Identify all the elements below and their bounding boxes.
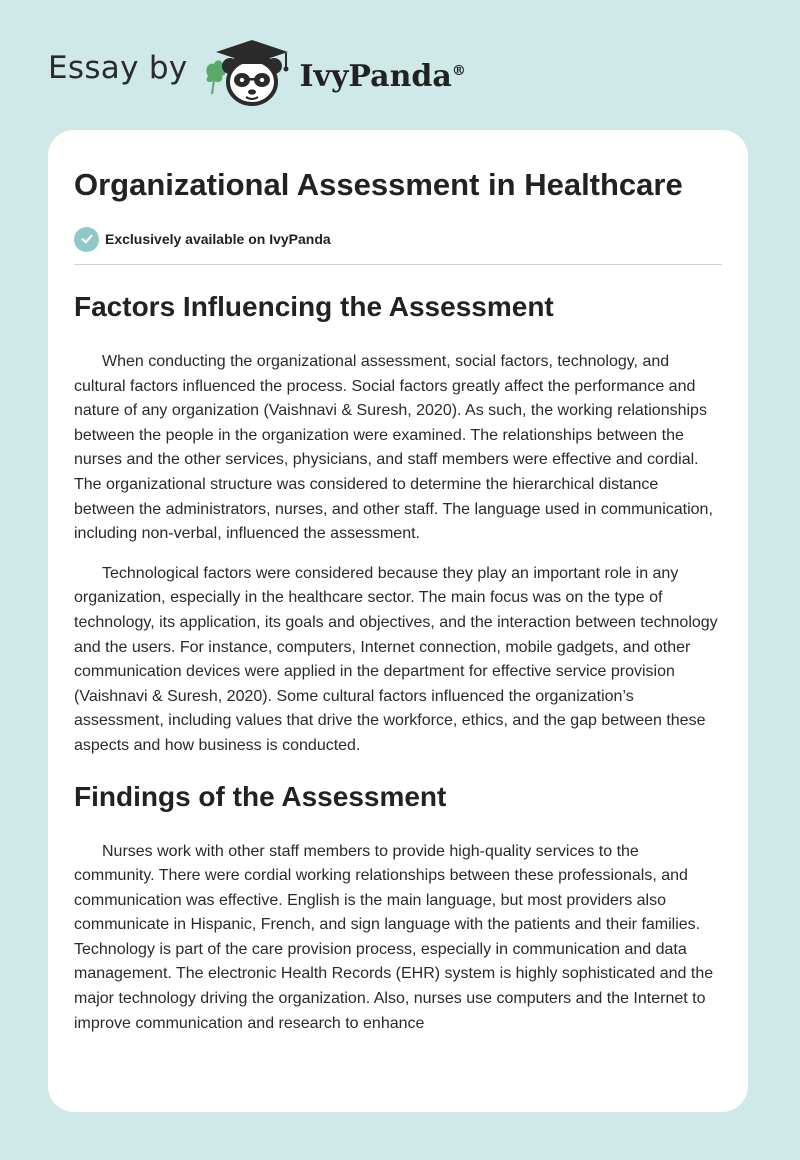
check-icon xyxy=(74,227,99,252)
section-findings xyxy=(74,779,722,1037)
paragraph: Nurses work with other staff members to provide high-quality services to the community. There were cordial working relationships between these professionals, and communication was effective. English is the main language, but most providers also communicate in Hispanic, French, and sign language with the patients and their families. Technology is part of the care provision process, especially in communication and data management. The electronic Health Records (EHR) system is highly sophisticated and the major technology driving the organization. Also, nurses use computers and the Internet to improve communication and research to enhance xyxy=(74,842,714,1032)
essay-by-label: Essay by xyxy=(48,50,188,86)
section-heading: Factors Influencing the Assessment xyxy=(74,291,554,322)
registered-mark: ® xyxy=(451,62,466,79)
site-brand[interactable] xyxy=(48,36,466,112)
page-title: Organizational Assessment in Healthcare xyxy=(74,167,683,202)
paragraph: Technological factors were considered because they play an important role in any organization, especially in the healthcare sector. The main focus was on the type of technology, its application, its goals and objectives, and the interaction between technology and the users. For instance, computers, Internet connection, mobile gadgets, and other communication devices were applied in the department for effective service provision (Vaishnavi & Suresh, 2020). Some cultural factors influenced the organization’s assessment, including values that drive the workforce, ethics, and the gap between these aspects and how business is conducted. xyxy=(74,564,718,754)
essay-card xyxy=(48,130,748,1112)
section-factors xyxy=(74,289,722,759)
divider xyxy=(74,264,722,265)
badge-label: Exclusively available on IvyPanda xyxy=(105,231,331,247)
panda-logo-icon xyxy=(202,36,294,112)
exclusive-badge xyxy=(74,225,722,253)
section-heading: Findings of the Assessment xyxy=(74,780,447,812)
brand-name: IvyPanda® xyxy=(299,58,466,94)
paragraph: When conducting the organizational assessment, social factors, technology, and cultural factors influenced the process. Social factors greatly affect the performance and nature of any organization (Vaishnavi & Suresh, 2020). As such, the working relationships between the people in the organization were examined. The relationships between the nurses and the other services, physicians, and staff members were effective and cordial. The organizational structure was considered to determine the hierarchical distance between the administrators, nurses, and other staff. The language used in communication, including non-verbal, influenced the assessment. xyxy=(74,353,713,543)
